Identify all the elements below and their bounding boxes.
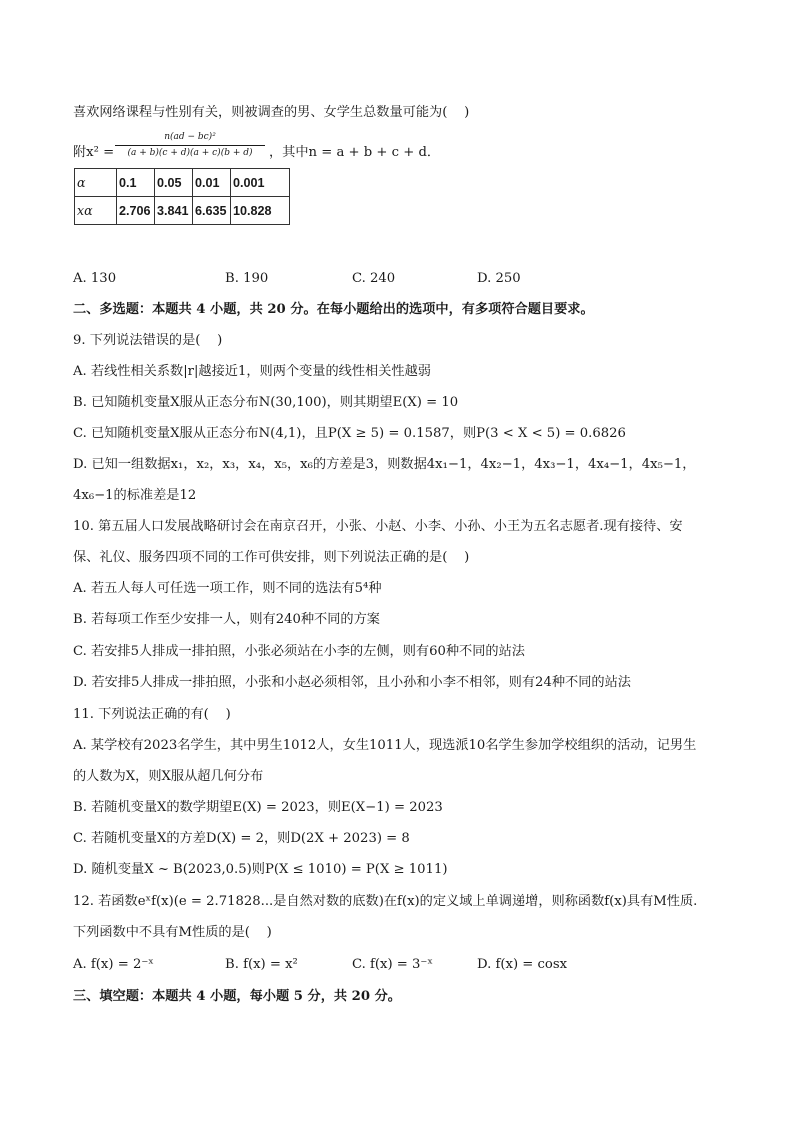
table-cell: xα xyxy=(75,197,117,225)
choice-c[interactable]: C. f(x) = 3⁻ˣ xyxy=(352,957,433,972)
section-3-heading: 三、填空题：本题共 4 小题，每小题 5 分，共 20 分。 xyxy=(73,989,401,1004)
question-11-option-d[interactable]: D. 随机变量X ~ B(2023,0.5)则P(X ≤ 1010) = P(X ≥ 1011) xyxy=(73,862,448,877)
question-10-option-b[interactable]: B. 若每项工作至少安排一人，则有240种不同的方案 xyxy=(73,612,380,627)
question-12-stem: 12. 若函数eˣf(x)(e = 2.71828...是自然对数的底数)在f(x)的定义域上单调递增，则称函数f(x)具有M性质. xyxy=(73,894,698,909)
table-cell: 0.1 xyxy=(117,169,155,197)
question-9-option-b[interactable]: B. 已知随机变量X服从正态分布N(30,100)，则其期望E(X) = 10 xyxy=(73,395,459,410)
table-cell: 0.01 xyxy=(193,169,231,197)
table-row xyxy=(75,197,290,225)
question-11-option-a[interactable]: A. 某学校有2023名学生，其中男生1012人，女生1011人，现选派10名学生参加学校组织的活动，记男生 xyxy=(73,738,697,753)
formula-numerator: n(ad − bc)² xyxy=(164,132,216,142)
choice-d[interactable]: D. f(x) = cosx xyxy=(477,957,568,972)
table-cell: 0.001 xyxy=(231,169,290,197)
question-9-option-c[interactable]: C. 已知随机变量X服从正态分布N(4,1)，且P(X ≥ 5) = 0.1587，则P(3 < X < 5) = 0.6826 xyxy=(73,426,626,441)
critical-value-table xyxy=(74,168,290,225)
question-11-option-a-cont: 的人数为X，则X服从超几何分布 xyxy=(73,769,264,784)
question-8-stem-tail: 喜欢网络课程与性别有关，则被调查的男、女学生总数量可能为( ) xyxy=(73,105,470,120)
formula-lead: 附x² = xyxy=(73,145,119,160)
question-10-stem: 10. 第五届人口发展战略研讨会在南京召开，小张、小赵、小李、小孙、小王为五名志愿者.现有接待、安 xyxy=(73,519,683,534)
choice-b[interactable]: B. 190 xyxy=(225,271,269,286)
table-cell: 6.635 xyxy=(193,197,231,225)
choice-a[interactable]: A. 130 xyxy=(73,271,117,286)
question-12-stem-cont: 下列函数中不具有M性质的是( ) xyxy=(73,925,272,940)
table-cell: 3.841 xyxy=(155,197,193,225)
choice-a[interactable]: A. f(x) = 2⁻ˣ xyxy=(73,957,154,972)
section-2-heading: 二、多选题：本题共 4 小题，共 20 分。在每小题给出的选项中，有多项符合题目要求。 xyxy=(73,302,594,317)
question-11-stem: 11. 下列说法正确的有( ) xyxy=(73,707,231,722)
question-10-stem-cont: 保、礼仪、服务四项不同的工作可供安排，则下列说法正确的是( ) xyxy=(73,550,470,565)
question-9-option-d-cont: 4x₆−1的标准差是12 xyxy=(73,488,197,503)
fraction-bar xyxy=(115,145,265,146)
question-10-option-c[interactable]: C. 若安排5人排成一排拍照，小张必须站在小李的左侧，则有60种不同的站法 xyxy=(73,644,525,659)
table-cell: 10.828 xyxy=(231,197,290,225)
formula-tail: ，其中n = a + b + c + d． xyxy=(269,145,441,160)
table-row xyxy=(75,169,290,197)
table-cell: α xyxy=(75,169,117,197)
choice-d[interactable]: D. 250 xyxy=(477,271,521,286)
table-cell: 2.706 xyxy=(117,197,155,225)
formula-denominator: (a + b)(c + d)(a + c)(b + d) xyxy=(127,148,253,158)
table-cell: 0.05 xyxy=(155,169,193,197)
question-10-option-d[interactable]: D. 若安排5人排成一排拍照，小张和小赵必须相邻，且小孙和小李不相邻，则有24种不同的站法 xyxy=(73,675,631,690)
question-11-option-b[interactable]: B. 若随机变量X的数学期望E(X) = 2023，则E(X−1) = 2023 xyxy=(73,800,443,815)
choice-c[interactable]: C. 240 xyxy=(352,271,396,286)
question-9-option-d[interactable]: D. 已知一组数据x₁，x₂，x₃，x₄，x₅，x₆的方差是3，则数据4x₁−1，4x₂−1，4x₃−1，4x₄−1，4x₅−1， xyxy=(73,457,696,472)
question-10-option-a[interactable]: A. 若五人每人可任选一项工作，则不同的选法有5⁴种 xyxy=(73,581,382,596)
question-11-option-c[interactable]: C. 若随机变量X的方差D(X) = 2，则D(2X + 2023) = 8 xyxy=(73,831,410,846)
question-9-stem: 9. 下列说法错误的是( ) xyxy=(73,333,223,348)
formula-fraction xyxy=(115,131,265,159)
choice-b[interactable]: B. f(x) = x² xyxy=(225,957,298,972)
question-9-option-a[interactable]: A. 若线性相关系数|r|越接近1，则两个变量的线性相关性越弱 xyxy=(73,364,431,379)
